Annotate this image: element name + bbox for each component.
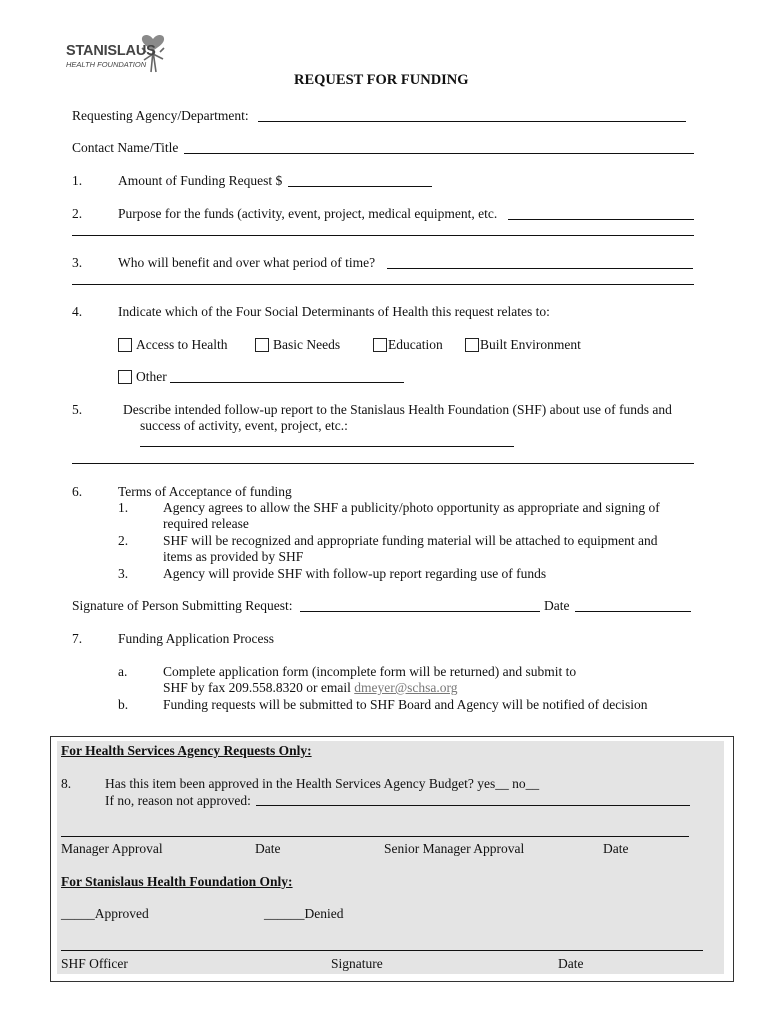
purpose-field-2[interactable] [72,235,694,236]
senior-manager-approval-label: Senior Manager Approval [384,841,525,856]
shf-date-label: Date [558,956,584,971]
hsa-heading: For Health Services Agency Requests Only: [61,743,312,758]
term-text-2: required release [163,516,249,531]
item-number: 3. [72,255,83,270]
term-number: 3. [118,566,129,581]
term-text: SHF will be recognized and appropriate funding material will be attached to equipment and [163,533,658,548]
education-label: Education [388,337,443,352]
followup-label: Describe intended follow-up report to the Stanislaus Health Foundation (SHF) about use of funds and [123,402,672,417]
item-number: 8. [61,776,72,791]
built-environment-label: Built Environment [480,337,581,352]
education-checkbox[interactable] [373,338,387,352]
basic-needs-checkbox[interactable] [255,338,269,352]
amount-label: Amount of Funding Request $ [118,173,283,188]
shf-signature-label: Signature [331,956,383,971]
page-title: REQUEST FOR FUNDING [294,72,469,88]
item-number: 1. [72,173,83,188]
approval-signature-line[interactable] [61,836,689,837]
agency-label: Requesting Agency/Department: [72,108,249,123]
other-label: Other [136,369,167,384]
access-to-health-label: Access to Health [136,337,228,352]
access-to-health-checkbox[interactable] [118,338,132,352]
process-letter: a. [118,664,128,679]
shf-heading: For Stanislaus Health Foundation Only: [61,874,293,889]
basic-needs-label: Basic Needs [273,337,341,352]
term-text: Agency will provide SHF with follow-up report regarding use of funds [163,566,547,581]
shf-signature-line[interactable] [61,950,703,951]
signature-field[interactable] [300,611,540,612]
process-text: Funding requests will be submitted to SHF Board and Agency will be notified of decision [163,697,648,712]
budget-question: Has this item been approved in the Health Services Agency Budget? yes__ no__ [105,776,540,791]
item-number: 4. [72,304,83,319]
email-link[interactable]: dmeyer@schsa.org [354,680,458,695]
term-text: Agency agrees to allow the SHF a publicity/photo opportunity as appropriate and signing of [163,500,660,515]
determinants-label: Indicate which of the Four Social Determinants of Health this request relates to: [118,304,550,319]
item-number: 6. [72,484,83,499]
process-text-2 [163,680,458,696]
term-number: 2. [118,533,129,548]
fax-text: SHF by fax 209.558.8320 or email [163,680,351,695]
other-field[interactable] [170,382,404,383]
contact-field[interactable] [184,153,694,154]
followup-label-2: success of activity, event, project, etc.: [140,418,348,433]
reason-field[interactable] [256,805,690,806]
signature-label: Signature of Person Submitting Request: [72,598,293,613]
logo-subtitle: HEALTH FOUNDATION [66,60,147,69]
item-number: 2. [72,206,83,221]
manager-approval-label: Manager Approval [61,841,163,856]
item-number: 5. [72,402,83,417]
followup-field[interactable] [140,446,514,447]
senior-date-label: Date [603,841,629,856]
built-environment-checkbox[interactable] [465,338,479,352]
purpose-field[interactable] [508,219,694,220]
term-text-2: items as provided by SHF [163,549,304,564]
date-field[interactable] [575,611,691,612]
denied-option[interactable]: ______Denied [264,906,344,921]
item-number: 7. [72,631,83,646]
process-heading: Funding Application Process [118,631,274,646]
term-number: 1. [118,500,129,515]
manager-date-label: Date [255,841,281,856]
benefit-field-2[interactable] [72,284,694,285]
reason-label: If no, reason not approved: [105,793,251,808]
contact-label: Contact Name/Title [72,140,179,155]
agency-field[interactable] [258,121,686,122]
terms-heading: Terms of Acceptance of funding [118,484,292,499]
date-label: Date [544,598,570,613]
process-letter: b. [118,697,129,712]
benefit-label: Who will benefit and over what period of time? [118,255,376,270]
logo-name: STANISLAUS [66,43,156,59]
benefit-field[interactable] [387,268,693,269]
followup-field-2[interactable] [72,463,694,464]
process-text: Complete application form (incomplete form will be returned) and submit to [163,664,577,679]
other-checkbox[interactable] [118,370,132,384]
shf-officer-label: SHF Officer [61,956,128,971]
purpose-label: Purpose for the funds (activity, event, project, medical equipment, etc. [118,206,498,221]
approved-option[interactable]: _____Approved [61,906,149,921]
amount-field[interactable] [288,186,432,187]
